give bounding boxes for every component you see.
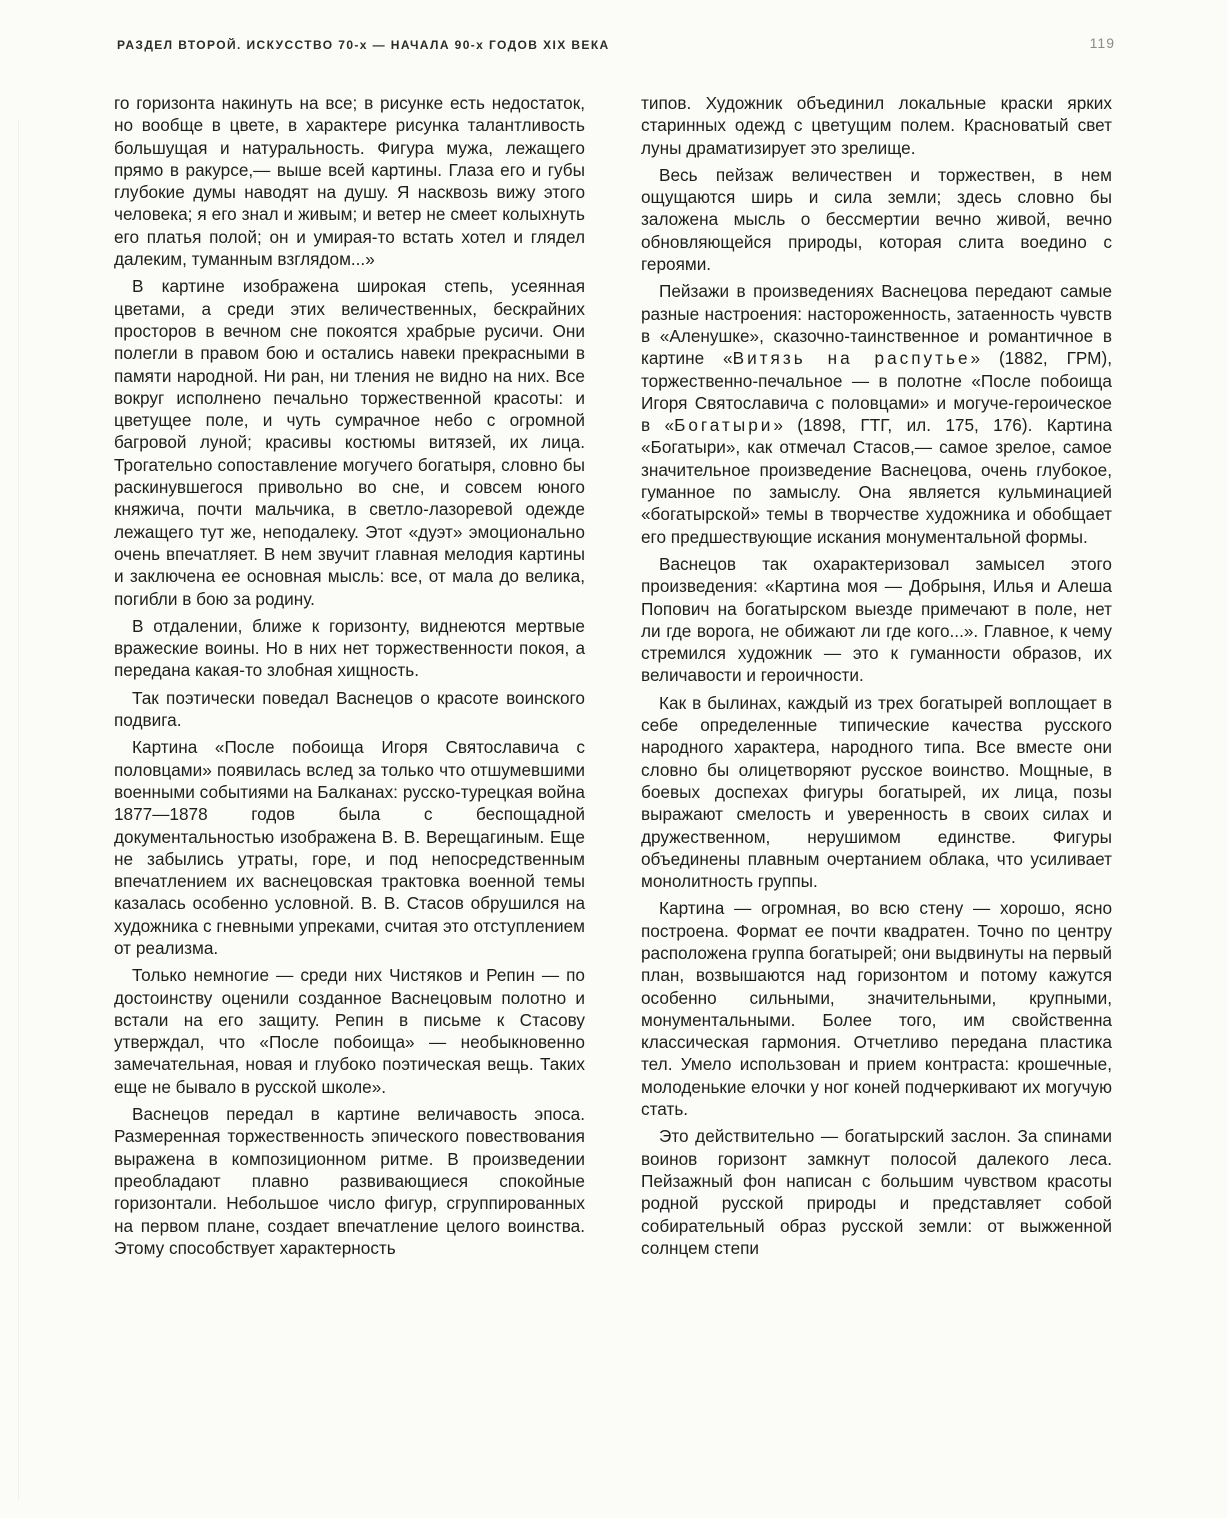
paragraph: Васнецов так охарактеризовал замысел этого произведения: «Картина моя — Добрыня, Илья и Алеша Попович на богатырском выезде примечают в поле, нет ли где ворога, не обижают ли где кого...». Главное, к чему стремился художник — это к гуманности образов, их величавости и героичности.: [641, 553, 1112, 686]
painting-title: Богатыри: [674, 415, 774, 436]
text-run: » (1882, ГРМ), торжественно-печальное — в полотне «После побоища Игоря Святославича с половцами» и могуче-героическое в «: [641, 348, 1112, 436]
paragraph: Только немногие — среди них Чистяков и Репин — по достоинству оценили созданное Васнецовым полотно и встали на его защиту. Репин в письме к Стасову утверждал, что «После побоища» — необыкновенно замечательная, новая и глубоко поэтическая вещь. Таких еще не бывало в русской школе».: [114, 965, 585, 1097]
paragraph: В отдалении, ближе к горизонту, виднеются мертвые вражеские воины. Но в них нет торжественности покоя, а передана какая-то злобная хищность.: [114, 615, 585, 681]
text-run: » (1898, ГТГ, ил. 175, 176). Картина «Богатыри», как отмечал Стасов,— самое зрелое, самое значительное произведение Васнецова, очень глубокое, гуманное по замыслу. Она является кульминацией «богатырской» темы в творчестве художника и обобщает его предшествующие искания монументальной формы.: [641, 415, 1113, 547]
section-title: РАЗДЕЛ ВТОРОЙ. ИСКУССТВО 70-х — НАЧАЛА 90-х ГОДОВ XIX ВЕКА: [117, 38, 610, 52]
running-header: [117, 35, 1119, 58]
paragraph: Это действительно — богатырский заслон. За спинами воинов горизонт замкнут полосой далекого леса. Пейзажный фон написан с большим чувством красоты родной русской природы и представляет собой собирательный образ русской земли: от выжженной солнцем степи: [641, 1126, 1112, 1258]
paragraph: Как в былинах, каждый из трех богатырей воплощает в себе определенные типические качества русского народного характера, народного типа. Все вместе они словно бы олицетворяют русское воинство. Мощные, в боевых доспехах фигуры богатырей, их лица, позы выражают смелость и уверенность в своих силах и дружественном, нерушимом единстве. Фигуры объединены плавным очертанием облака, что усиливает монолитность группы.: [641, 692, 1112, 892]
text-run: Пейзажи в произведениях Васнецова передают самые разные настроения: настороженность, затаенность чувств в «Аленушке», сказочно-таинственное и романтичное в картине «: [641, 281, 1112, 369]
paragraph: типов. Художник объединил локальные краски ярких старинных одежд с цветущим полем. Красноватый свет луны драматизирует это зрелище.: [641, 93, 1112, 158]
paragraph: Так поэтически поведал Васнецов о красоте воинского подвига.: [114, 687, 585, 731]
paragraph: го горизонта накинуть на все; в рисунке есть недостаток, но вообще в цвете, в характере рисунка талантливость большущая и натуральность. Фигура мужа, лежащего прямо в ракурсе,— выше всей картины. Глаза его и губы глубокие думы наводят на душу. Я насквозь вижу этого человека; я его знал и живым; и ветер не смеет колыхнуть его платья полой; он и умирая-то встать хотел и глядел далеким, туманным взглядом...»: [114, 93, 585, 270]
right-column: [641, 92, 1112, 1264]
paragraph: Весь пейзаж величествен и торжествен, в нем ощущаются ширь и сила земли; здесь словно бы заложена мысль о бессмертии вечно живой, вечно обновляющейся природы, которая слита воедино с героями.: [641, 164, 1112, 275]
page-number: 119: [1089, 35, 1115, 51]
painting-title: Витязь на распутье: [732, 348, 971, 369]
paragraph: В картине изображена широкая степь, усеянная цветами, а среди этих величественных, бескрайних просторов в вечном сне покоятся храбрые русичи. Они полегли в правом бою и остались навеки прекрасными в памяти народной. Ни ран, ни тления не видно на них. Все вокруг исполнено печально торжественной красоты: и цветущее поле, и чуть сумрачное небо с огромной багровой луной; красивы костюмы витязей, их лица. Трогательно сопоставление могучего богатыря, словно бы раскинувшегося привольно во сне, и совсем юного княжича, почти мальчика, в светло-лазоревой одежде лежащего тут же, неподалеку. Этот «дуэт» эмоционально очень впечатляет. В нем звучит главная мелодия картины и заключена ее основная мысль: все, от мала до велика, погибли в бою за родину.: [114, 276, 585, 609]
paragraph: Васнецов передал в картине величавость эпоса. Размеренная торжественность эпического повествования выражена в композиционном ритме. В произведении преобладают плавно развивающиеся спокойные горизонтали. Небольшое число фигур, сгруппированных на первом плане, создает впечатление целого воинства. Этому способствует характерность: [114, 1104, 585, 1258]
left-column: [114, 92, 585, 1264]
scan-edge: [18, 120, 19, 1500]
paragraph: Картина — огромная, во всю стену — хорошо, ясно построена. Формат ее почти квадратен. Точно по центру расположена группа богатырей; они выдвинуты на первый план, возвышаются над горизонтом и потому кажутся особенно сильными, значительными, крупными, монументальными. Более того, им свойственна классическая гармония. Отчетливо передана пластика тел. Умело использован и прием контраста: крошечные, молоденькие елочки у ног коней подчеркивают их могучую стать.: [641, 898, 1112, 1120]
paragraph: [641, 280, 1112, 548]
paragraph: Картина «После побоища Игоря Святославича с половцами» появилась вслед за только что отшумевшими военными событиями на Балканах: русско-турецкая война 1877—1878 годов была с беспощадной документальностью изображена В. В. Верещагиным. Еще не забылись утраты, горе, и под непосредственным впечатлением их васнецовская трактовка военной темы казалась особенно условной. В. В. Стасов обрушился на художника с гневными упреками, считая это отступлением от реализма.: [114, 737, 585, 958]
